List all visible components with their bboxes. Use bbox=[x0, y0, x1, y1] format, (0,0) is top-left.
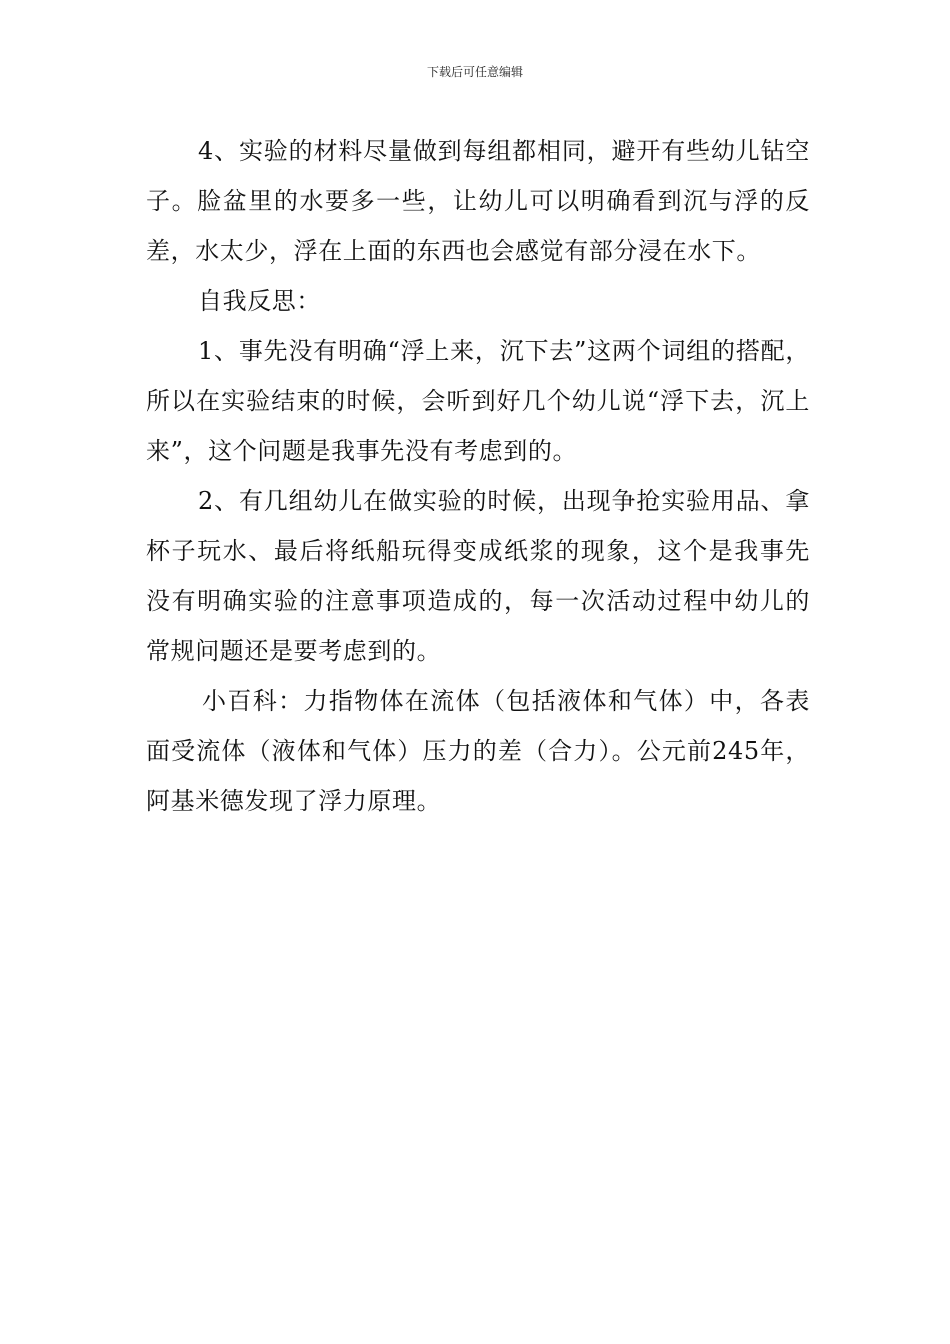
paragraph-reflection-1: 1、事先没有明确“浮上来，沉下去”这两个词组的搭配，所以在实验结束的时候，会听到好几个幼儿说“浮下去，沉上来”，这个问题是我事先没有考虑到的。 bbox=[146, 337, 810, 465]
document-body bbox=[146, 126, 810, 826]
paragraph-reflection-2: 2、有几组幼儿在做实验的时候，出现争抢实验用品、拿杯子玩水、最后将纸船玩得变成纸浆的现象，这个是我事先没有明确实验的注意事项造成的，每一次活动过程中幼儿的常规问题还是要考虑到的。 bbox=[146, 487, 810, 665]
paragraph-encyclopedia: 小百科：力指物体在流体（包括液体和气体）中，各表面受流体（液体和气体）压力的差（合力）。公元前245年，阿基米德发现了浮力原理。 bbox=[146, 687, 810, 815]
paragraph-self-reflection-heading: 自我反思： bbox=[198, 287, 321, 315]
page-header: 下载后可任意编辑 bbox=[426, 65, 523, 79]
paragraph-materials-tip: 4、实验的材料尽量做到每组都相同，避开有些幼儿钻空子。脸盆里的水要多一些，让幼儿可以明确看到沉与浮的反差，水太少，浮在上面的东西也会感觉有部分浸在水下。 bbox=[146, 137, 810, 265]
